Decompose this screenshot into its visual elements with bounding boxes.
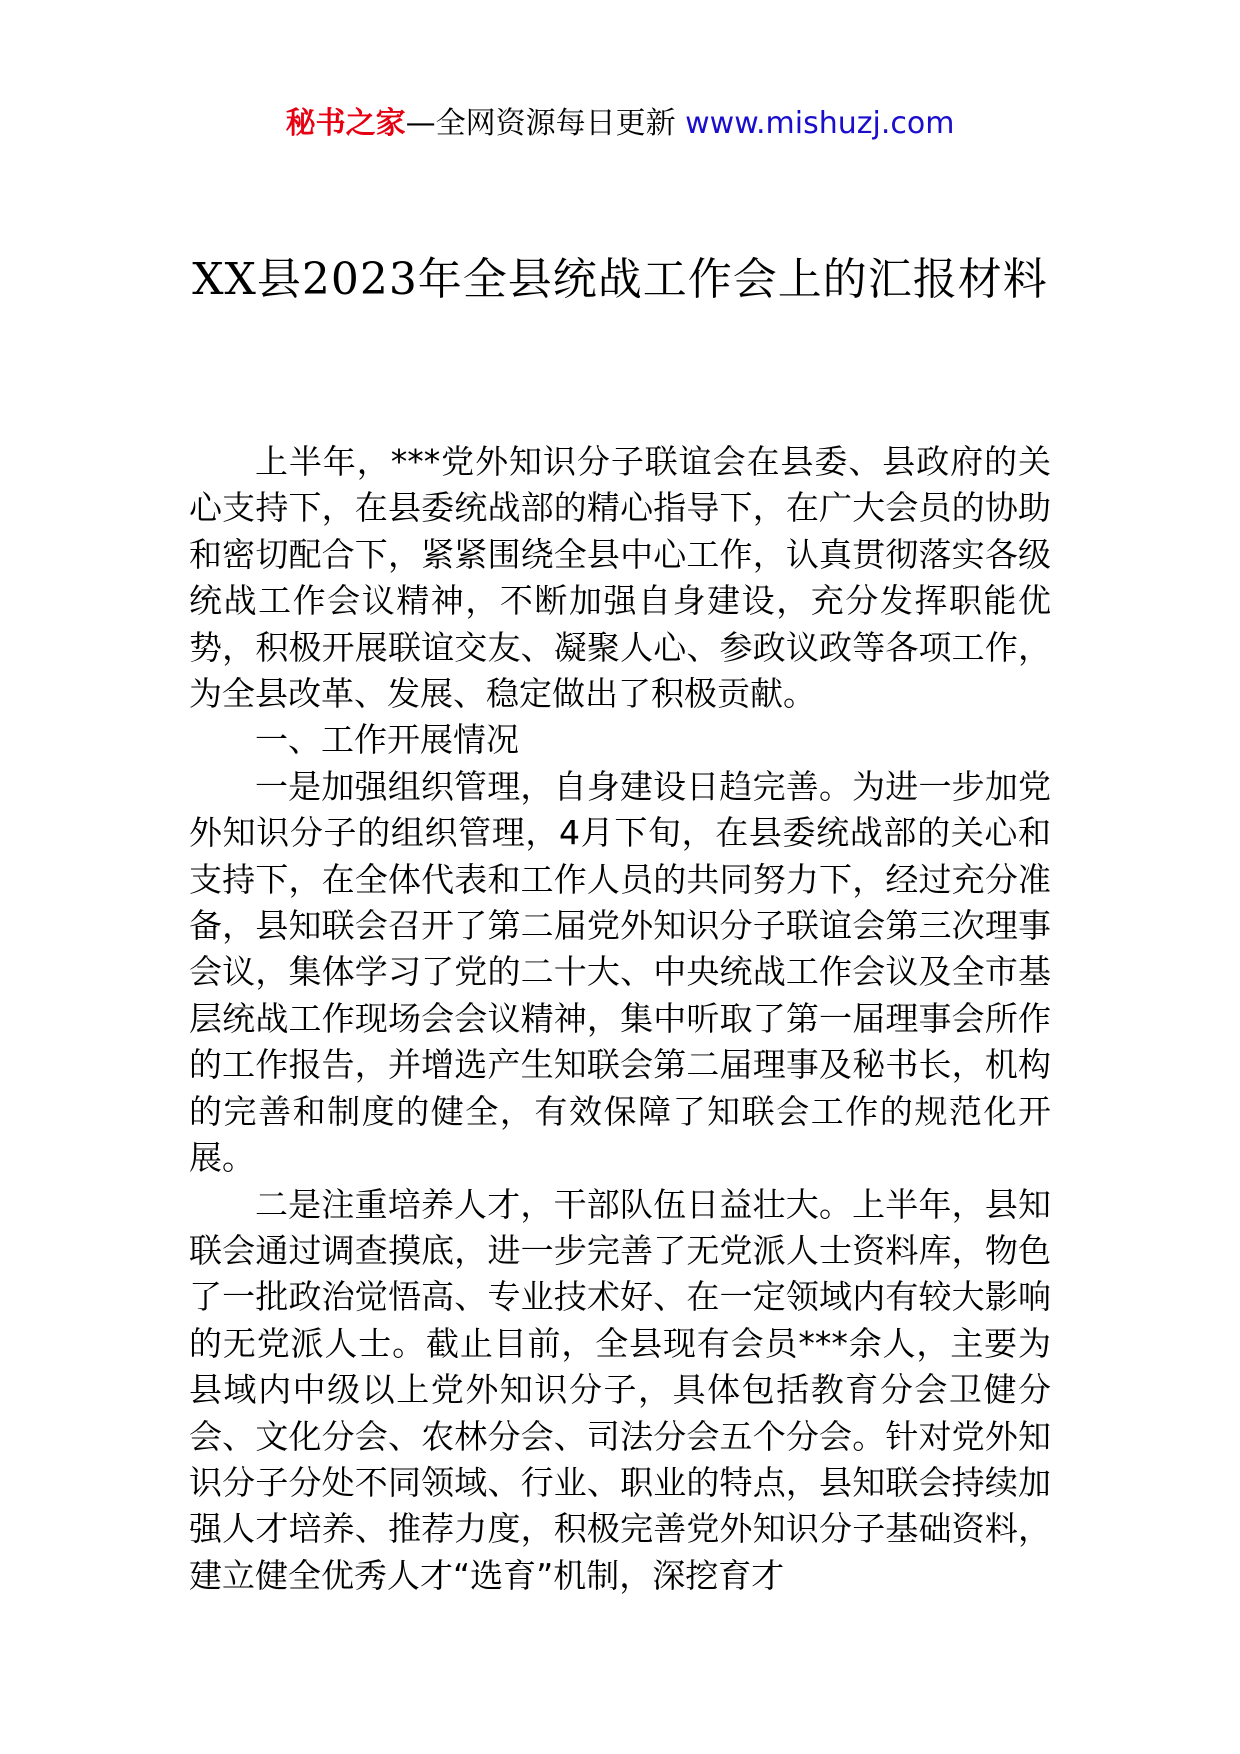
header-banner: [0, 104, 1240, 144]
document-body: [189, 439, 1051, 1599]
document-title: XX县2023年全县统战工作会上的汇报材料: [192, 254, 1048, 305]
paragraph-organization: 一是加强组织管理，自身建设日趋完善。为进一步加党外知识分子的组织管理，4月下旬，在县委统战部的关心和支持下，在全体代表和工作人员的共同努力下，经过充分准备，县知联会召开了第二届党外知识分子联谊会第三次理事会议，集体学习了党的二十大、中央统战工作会议及全市基层统战工作现场会会议精神，集中听取了第一届理事会所作的工作报告，并增选产生知联会第二届理事及秘书长，机构的完善和制度的健全，有效保障了知联会工作的规范化开展。: [189, 766, 1051, 1178]
paragraph-intro: 上半年，***党外知识分子联谊会在县委、县政府的关心支持下，在县委统战部的精心指导下，在广大会员的协助和密切配合下，紧紧围绕全县中心工作，认真贯彻落实各级统战工作会议精神，不断加强自身建设，充分发挥职能优势，积极开展联谊交友、凝聚人心、参政议政等各项工作，为全县改革、发展、稳定做出了积极贡献。: [189, 442, 1051, 714]
header-slogan: —全网资源每日更新: [405, 106, 676, 141]
section-heading: 一、工作开展情况: [255, 720, 519, 760]
brand-name: 秘书之家: [285, 106, 406, 141]
paragraph-talent: 二是注重培养人才，干部队伍日益壮大。上半年，县知联会通过调查摸底，进一步完善了无党派人士资料库，物色了一批政治觉悟高、专业技术好、在一定领域内有较大影响的无党派人士。截止目前，全县现有会员***余人，主要为县域内中级以上党外知识分子，具体包括教育分会卫健分会、文化分会、农林分会、司法分会五个分会。针对党外知识分子分处不同领域、行业、职业的特点，县知联会持续加强人才培养、推荐力度，积极完善党外知识分子基础资料，建立健全优秀人才“选育”机制，深挖育才: [189, 1184, 1051, 1595]
site-url: www.mishuzj.com: [685, 106, 955, 141]
